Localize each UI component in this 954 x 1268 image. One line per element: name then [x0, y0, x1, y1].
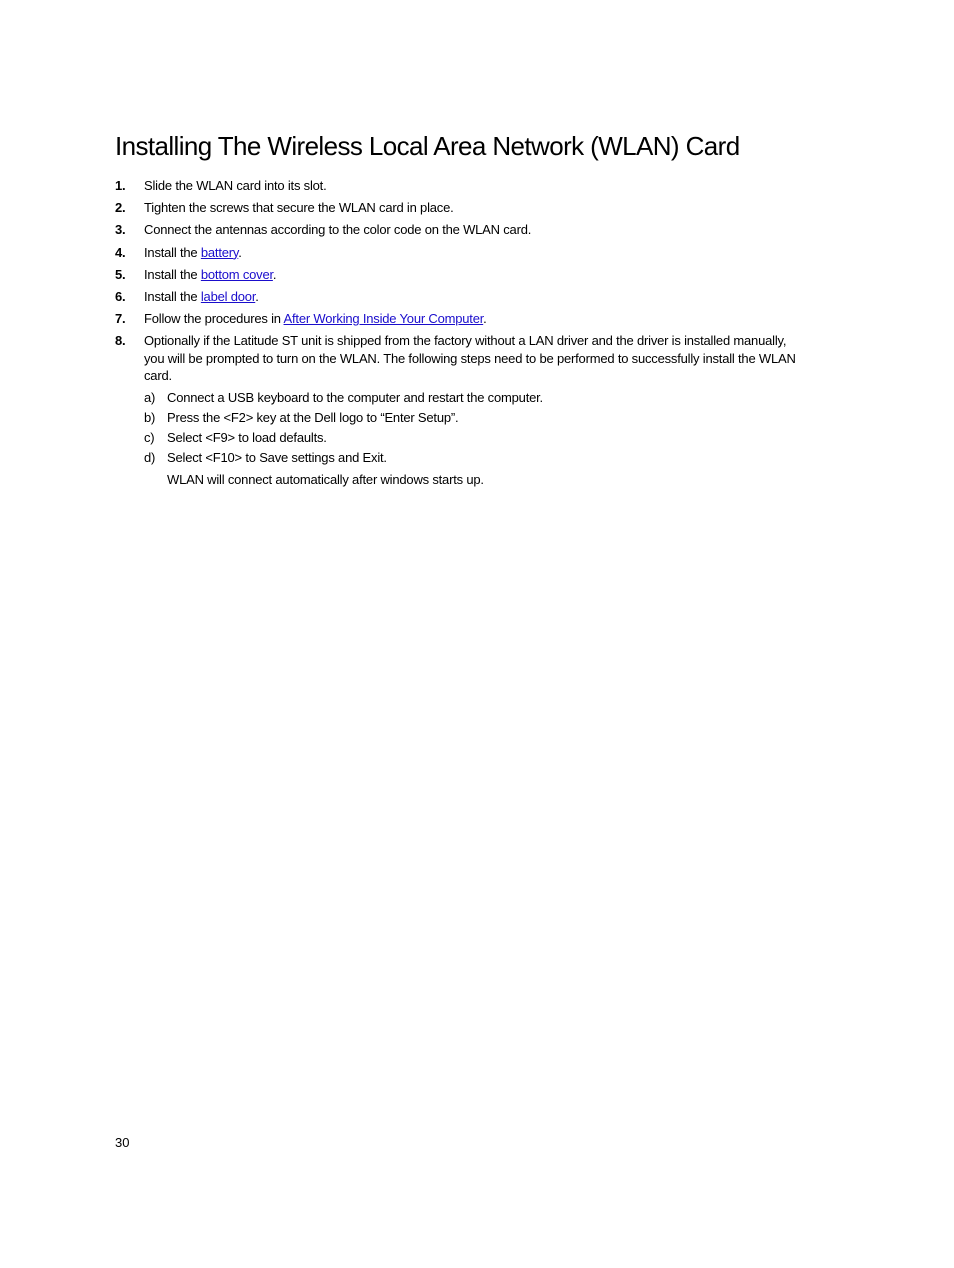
after-working-inside-link[interactable]: After Working Inside Your Computer: [283, 311, 484, 327]
substep-d: [144, 449, 805, 466]
step-number: 1.: [115, 178, 126, 193]
step-number: 6.: [115, 288, 126, 304]
step-text: Slide the WLAN card into its slot.: [144, 178, 327, 193]
step-text: Connect the antennas according to the color code on the WLAN card.: [144, 222, 532, 238]
step-7: [115, 310, 805, 328]
step-text-prefix: Install the: [144, 288, 201, 304]
step-number: 5.: [115, 266, 126, 282]
substep-letter: d): [144, 449, 156, 465]
step-8: [115, 332, 805, 488]
step-6: [115, 288, 805, 306]
step-number: 7.: [115, 311, 126, 327]
step-2: [115, 199, 805, 217]
step-4: [115, 244, 805, 262]
step-number: 8.: [115, 333, 126, 349]
step-text-suffix: .: [483, 311, 487, 327]
substep-letter: c): [144, 429, 155, 445]
substep-text: Press the <F2> key at the Dell logo to “Enter Setup”.: [167, 409, 459, 425]
substep-text: Connect a USB keyboard to the computer and restart the computer.: [167, 389, 543, 405]
step-text-suffix: .: [255, 288, 259, 304]
step-text-suffix: .: [272, 266, 277, 282]
step-text-prefix: Follow the procedures in: [144, 311, 284, 327]
substep-a: [144, 389, 805, 406]
step-text: Optionally if the Latitude ST unit is shipped from the factory without a LAN driver and the driver is installed manually, you will be prompted to turn on the WLAN. The following steps need to be performed to successfully install the WLAN card.: [144, 333, 796, 384]
substep-text: Select <F10> to Save settings and Exit.: [167, 449, 387, 465]
substep-c: [144, 429, 805, 446]
step-text-suffix: .: [238, 244, 242, 260]
page-title: Installing The Wireless Local Area Network (WLAN) Card: [115, 131, 740, 161]
steps-list: [115, 177, 805, 493]
step-1: [115, 177, 805, 195]
battery-link[interactable]: battery: [200, 244, 239, 260]
substep-text: Select <F9> to load defaults.: [167, 429, 327, 445]
substep-b: [144, 409, 805, 426]
substeps-list: [144, 389, 805, 466]
step-number: 2.: [115, 200, 126, 216]
substep-letter: b): [144, 409, 156, 425]
step-number: 4.: [115, 244, 126, 260]
bottom-cover-link[interactable]: bottom cover: [200, 266, 273, 282]
step-number: 3.: [115, 222, 126, 238]
step-5: [115, 266, 805, 284]
step-text-prefix: Install the: [144, 244, 201, 260]
substep-letter: a): [144, 389, 156, 405]
label-door-link[interactable]: label door: [200, 288, 256, 304]
step-text: Tighten the screws that secure the WLAN card in place.: [144, 200, 454, 216]
step-text-prefix: Install the: [144, 266, 201, 282]
step-note: WLAN will connect automatically after windows starts up.: [167, 471, 484, 487]
step-3: [115, 221, 805, 239]
page-number: 30: [115, 1135, 130, 1150]
